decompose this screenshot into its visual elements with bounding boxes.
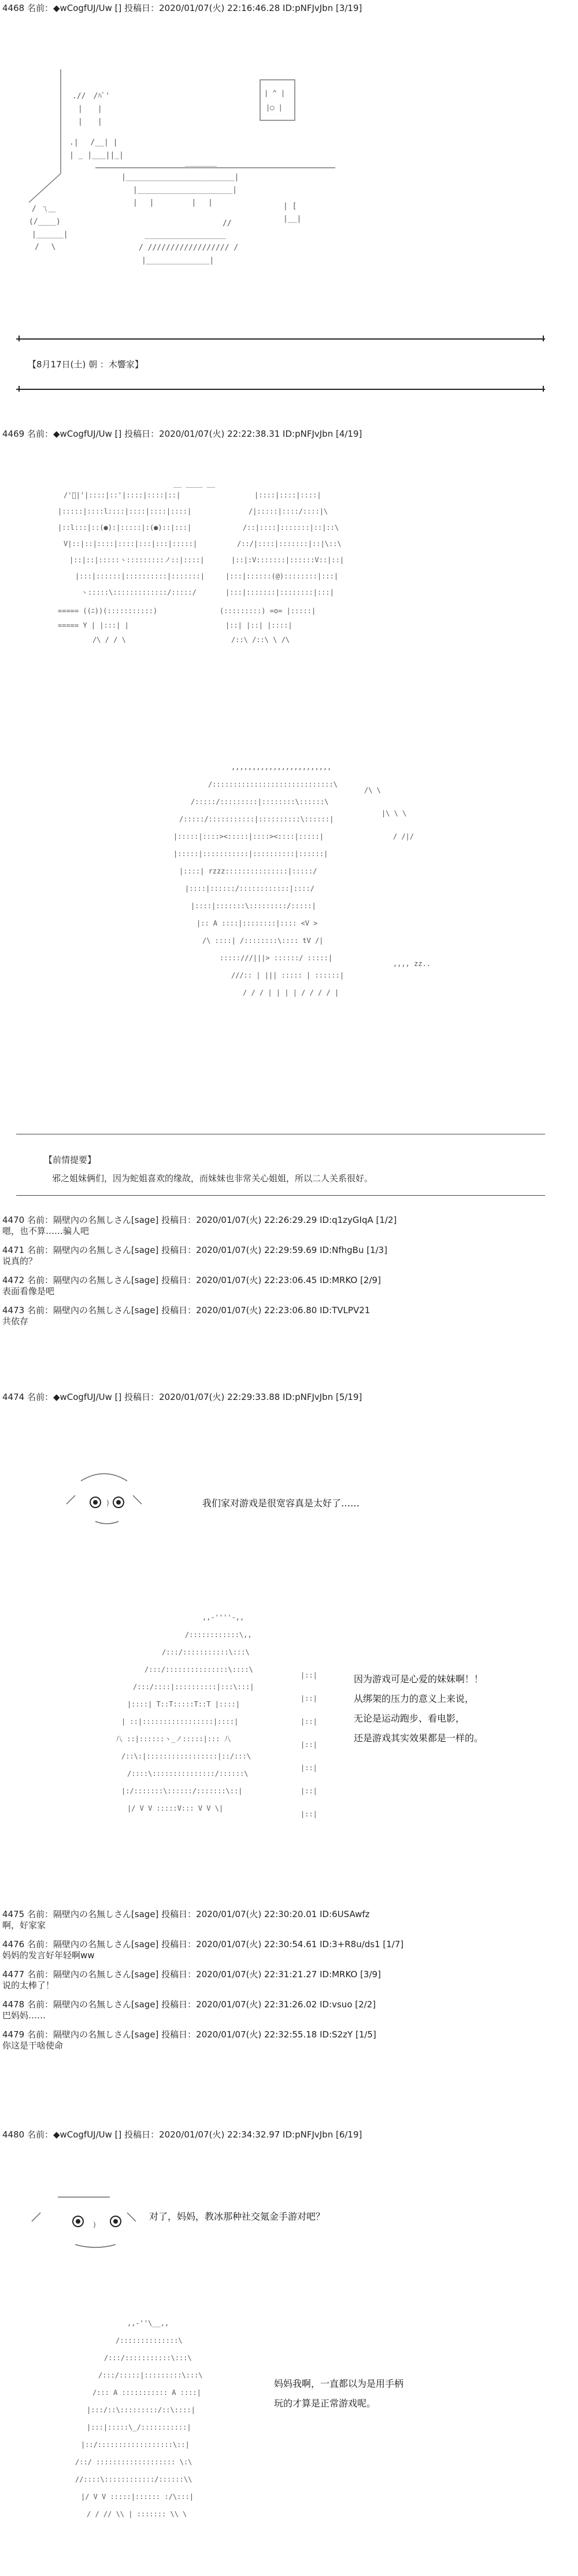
svg-text:,,-''''-,,: ,,-''''-,, xyxy=(202,1613,244,1621)
reply-body: 说真的？ xyxy=(2,1256,38,1266)
svg-text:|::|: |::| xyxy=(301,1671,317,1679)
svg-text:/:::::/:::::::::::|::::::::::\: /:::::/:::::::::::|::::::::::\::::::| xyxy=(179,815,334,823)
svg-text:|::|:V:::::::|::::::V::|::|: |::|:V:::::::|::::::V::|::| xyxy=(231,556,344,564)
svg-text:,,,, zz..: ,,,, zz.. xyxy=(393,960,431,968)
svg-text:/:::::/:::::::::|::::::::\::::: /:::::/:::::::::|::::::::\::::::\ xyxy=(191,798,329,806)
reply-body: 巴妈妈…… xyxy=(2,2010,46,2021)
svg-text:|________________________|: |________________________| xyxy=(121,173,239,182)
svg-text:|:::|:::::::|::::::::|:::|: |:::|:::::::|::::::::|:::| xyxy=(225,588,334,596)
svg-text:/ \: / \ xyxy=(35,243,56,252)
ascii-art-sleeping-sister xyxy=(173,758,462,1030)
divider-line xyxy=(16,338,545,340)
svg-text:/\ \: /\ \ xyxy=(364,786,381,794)
dialog-block xyxy=(274,2374,403,2413)
dialog-line: 因为游戏可是心爱的妹妹啊！！ xyxy=(354,1674,484,1685)
svg-text:/:::::::::::::::::::::::::::::: /:::::::::::::::::::::::::::::\ xyxy=(208,780,338,788)
post-header: 4469 名前：◆wCogfUJ/Uw [] 投稿日：2020/01/07(火) 22:22:38.31 ID:pNFJvJbn [4/19] xyxy=(2,429,362,439)
dialog-line: 从绑架的压力的意义上来说， xyxy=(354,1693,475,1704)
svg-text:|::|: |::| xyxy=(301,1694,317,1702)
svg-text:/\ / / \: /\ / / \ xyxy=(92,636,126,644)
svg-text:|:::::|:::::::::::|::::::::::|: |:::::|:::::::::::|::::::::::|::::::| xyxy=(173,850,328,858)
recap-title: 【前情提要】 xyxy=(44,1155,97,1165)
svg-text:|:::/::\:::::::::/::\::::|: |:::/::\:::::::::/::\::::| xyxy=(87,2406,195,2414)
svg-text:|:/:::::::\::::::/:::::::\::|: |:/:::::::\::::::/:::::::\::| xyxy=(121,1787,243,1795)
svg-text:|::::| T::T:::::T::T |::::|: |::::| T::T:::::T::T |::::| xyxy=(127,1700,240,1708)
svg-text:/:::/:::::::::::::::\::::\: /:::/:::::::::::::::\::::\ xyxy=(144,1665,253,1674)
svg-text:|/ V V :::::|:::::: :/\:::|: |/ V V :::::|:::::: :/\:::| xyxy=(81,2493,194,2501)
svg-text:|::|: |::| xyxy=(301,1810,317,1818)
divider-tick xyxy=(543,386,544,392)
dialog-line: 对了，妈妈，教冰那种社交氪金手游对吧？ xyxy=(149,2211,325,2222)
svg-text:/'ﾞ|'|::::|::'|::::|::::|::|: /'ﾞ|'|::::|::'|::::|::::|::| xyxy=(64,491,181,499)
reply-header: 4478 名前：隔壁內の名無しさん[sage] 投稿日：2020/01/07(火) 22:31:26.02 ID:vsuo [2/2] xyxy=(2,1999,376,2010)
svg-text:/:::/:::::::::::\:::\: /:::/:::::::::::\:::\ xyxy=(104,2354,192,2362)
svg-text:/ ㄟ＿: / ㄟ＿ xyxy=(32,205,56,213)
svg-text:|::|: |::| xyxy=(301,1741,317,1749)
dialog-block xyxy=(354,1670,483,1748)
svg-text:/ / // \\ | ::::::: \\ \: / / // \\ | ::::::: \\ \ xyxy=(87,2510,187,2518)
dialog-line: 妈妈我啊，一直都以为是用手柄 xyxy=(274,2378,404,2389)
reply-body: 表面看像是吧 xyxy=(2,1286,55,1296)
svg-text:/:::/::::|::::::::::|:::\:::|: /:::/::::|::::::::::|:::\:::| xyxy=(133,1683,254,1691)
svg-text:/::::::::::::\,,: /::::::::::::\,, xyxy=(185,1631,252,1639)
svg-text:===== ((ﾆ))(:::::::::::): ===== ((ﾆ))(:::::::::::) xyxy=(58,607,158,615)
recap-text: 邪之姐妹俩们，因为蛇姐喜欢的缘故，而妹妹也非常关心姐姐，所以二人关系很好。 xyxy=(52,1173,373,1184)
svg-text:|◯ |: |◯ | xyxy=(266,104,283,112)
svg-text:|:::|:::::\_/:::::::::::|: |:::|:::::\_/:::::::::::| xyxy=(87,2423,191,2431)
divider-line xyxy=(16,389,545,390)
svg-text:|/ V V :::::V::: V V \|: |/ V V :::::V::: V V \| xyxy=(127,1804,224,1812)
svg-text:(/____): (/____) xyxy=(29,218,61,226)
svg-text:/::|::::|:::::::|::|::\: /::|::::|:::::::|::|::\ xyxy=(243,524,339,532)
reply-list xyxy=(2,1215,397,1327)
svg-text:/::\:|:::::::::::::::::|::/:::: /::\:|:::::::::::::::::|::/:::\ xyxy=(121,1752,251,1760)
svg-text:_______: _______ xyxy=(185,159,217,167)
reply-list xyxy=(2,1909,403,2051)
svg-text:|:::|::::::(@)::::::::|:::|: |:::|::::::(@)::::::::|:::| xyxy=(225,572,339,580)
ascii-art-mother xyxy=(116,1608,381,1880)
svg-text:/::/|::::|:::::::|::|\::\: /::/|::::|:::::::|::|\::\ xyxy=(237,540,342,548)
svg-text:|::|: |::| xyxy=(301,1718,317,1726)
svg-text:.| /__| |: .| /__| | xyxy=(69,138,118,147)
svg-text:|:: A ::::|::::::::|:::: <V >: |:: A ::::|::::::::|:::: <V > xyxy=(197,919,318,927)
svg-text:|::::|:::::::\:::::::::/:::::|: |::::|:::::::\:::::::::/:::::| xyxy=(191,902,316,910)
svg-text:| |: | | xyxy=(78,105,102,113)
svg-text:|:::::|::::><:::::|::::><::::|: |:::::|::::><:::::|::::><::::|:::::| xyxy=(173,832,324,841)
svg-text://: // xyxy=(223,219,232,228)
svg-text:|_____________________|: |_____________________| xyxy=(133,186,238,194)
reply-body: 啊，好家家 xyxy=(2,1920,46,1930)
ascii-art-sisters-gaming xyxy=(58,463,405,706)
svg-text:|::::|::::::/::::::::::::|::::: |::::|::::::/::::::::::::|::::/ xyxy=(185,885,314,893)
divider-tick xyxy=(543,336,544,341)
reply-header: 4476 名前：隔壁內の名無しさん[sage] 投稿日：2020/01/07(火) 22:30:54.61 ID:3+R8u/ds1 [1/7] xyxy=(2,1939,404,1949)
ascii-art-living-room xyxy=(12,64,347,283)
svg-text:/\ ::::| /::::::::\:::: tV /|: /\ ::::| /::::::::\:::: tV /| xyxy=(202,937,324,945)
svg-text:| | | |: | | | | xyxy=(133,198,213,207)
svg-text::::::///|||> ::::::/ :::::|: :::::///|||> ::::::/ :::::| xyxy=(220,954,333,962)
svg-text:|::::|::::|::::|: |::::|::::|::::| xyxy=(254,491,321,499)
ascii-art-face-2 xyxy=(29,2192,139,2268)
svg-text:|::::| rzzz:::::::::::::::|:::: |::::| rzzz:::::::::::::::|:::::/ xyxy=(179,867,317,875)
svg-text://::::\::::::::::::/::::::\\: //::::\::::::::::::/::::::\\ xyxy=(75,2475,192,2483)
svg-text:__ ____ __: __ ____ __ xyxy=(173,480,216,488)
svg-text:///:: | ||| ::::: | ::::::|: ///:: | ||| ::::: | ::::::| xyxy=(231,971,344,979)
svg-text:(:::::::::) =o= |:::::|: (:::::::::) =o= |:::::| xyxy=(220,607,316,615)
reply-body: 共依存 xyxy=(2,1316,29,1326)
svg-text:八 ::|::::::ヽ_ノ:::::|::: 八: 八 ::|::::::ヽ_ノ:::::|::: 八 xyxy=(116,1735,231,1743)
reply-header: 4477 名前：隔壁內の名無しさん[sage] 投稿日：2020/01/07(火) 22:31:21.27 ID:MRKO [3/9] xyxy=(2,1969,381,1980)
scene-label: 【8月17日(土) 朝 ：木響家】 xyxy=(28,359,143,370)
svg-text:): ) xyxy=(106,1499,110,1507)
svg-text:/::::::::::::::\: /::::::::::::::\ xyxy=(116,2337,183,2345)
svg-text:| _ |___||_|: | _ |___||_| xyxy=(69,151,124,160)
svg-text:/::\ /::\ \ /\: /::\ /::\ \ /\ xyxy=(231,636,290,644)
reply-body: 你这是干啥使命 xyxy=(2,2040,64,2051)
svg-text:.// /ﾊﾞ': .// /ﾊﾞ' xyxy=(72,92,110,101)
svg-text:|::|::|:::::ヽ:::::::::ノ::|::::: |::|::|:::::ヽ:::::::::ノ::|::::| xyxy=(69,556,205,564)
divider-line xyxy=(16,1195,545,1196)
svg-text:|::|: |::| xyxy=(301,1787,317,1795)
svg-text:|______________|: |______________| xyxy=(142,256,214,265)
svg-text:|\ \ \: |\ \ \ xyxy=(381,809,407,817)
dialog-line: 我们家对游戏是很宽容真是太好了…… xyxy=(202,1498,360,1509)
svg-text:/ ////////////////// /: / ////////////////// / xyxy=(139,244,239,252)
svg-text:,,,,,,,,,,,,,,,,,,,,,,,,: ,,,,,,,,,,,,,,,,,,,,,,,, xyxy=(231,763,332,771)
svg-text:__________________: __________________ xyxy=(144,231,226,239)
svg-text:|::| |::| |::::|: |::| |::| |::::| xyxy=(225,621,292,629)
svg-text:,,-''\__,,: ,,-''\__,, xyxy=(127,2319,169,2327)
svg-text:ヽ:::::\:::::::::::::/:::::/: ヽ:::::\:::::::::::::/:::::/ xyxy=(81,588,197,596)
reply-header: 4470 名前：隔壁內の名無しさん[sage] 投稿日：2020/01/07(火) 22:26:29.29 ID:q1zyGIqA [1/2] xyxy=(2,1215,397,1225)
svg-text:|::/::::::::::::::::::\::|: |::/::::::::::::::::::\::| xyxy=(81,2441,190,2449)
svg-text:/ /|/: / /|/ xyxy=(393,832,414,841)
svg-text:/:::/:::::|:::::::::\:::\: /:::/:::::|:::::::::\:::\ xyxy=(98,2371,203,2379)
dialog-line: 玩的才算是正常游戏呢。 xyxy=(274,2398,376,2409)
dialog-line: 还是游戏其实效果都是一样的。 xyxy=(354,1733,484,1744)
svg-text:/ / / | | | | / / / / |: / / / | | | | / / / / | xyxy=(243,989,339,997)
reply-header: 4471 名前：隔壁內の名無しさん[sage] 投稿日：2020/01/07(火) 22:29:59.69 ID:NfhgBu [1/3] xyxy=(2,1245,388,1255)
reply-body: 妈妈的发言好年轻啊ww xyxy=(2,1950,95,1960)
svg-text:===== Y | |:::| |: ===== Y | |:::| | xyxy=(58,621,129,629)
ascii-art-mother-2 xyxy=(75,2314,295,2563)
svg-text:/|:::::|::::/::::|\: /|:::::|::::/::::|\ xyxy=(249,507,328,515)
svg-text:|::|: |::| xyxy=(301,1764,317,1772)
reply-body: 嗯，也不算……骗人吧 xyxy=(2,1226,90,1236)
svg-text:|:::|::::::|::::::::::|:::::::: |:::|::::::|::::::::::|:::::::| xyxy=(75,572,205,580)
dialog-line: 无论是运动跑步、看电影， xyxy=(354,1713,465,1724)
svg-text:V|::|::|::::|::::|:::|:::|::::: V|::|::|::::|::::|:::|:::|:::::| xyxy=(64,540,198,548)
svg-text:/::/ ::::::::::::::::::: \:\: /::/ ::::::::::::::::::: \:\ xyxy=(75,2458,192,2466)
svg-text:| ^ |: | ^ | xyxy=(264,89,286,97)
svg-text:/::: A ::::::::::: A ::::|: /::: A ::::::::::: A ::::| xyxy=(92,2389,201,2397)
divider-tick xyxy=(18,336,20,341)
svg-text:): ) xyxy=(92,2221,97,2229)
reply-header: 4472 名前：隔壁內の名無しさん[sage] 投稿日：2020/01/07(火) 22:23:06.45 ID:MRKO [2/9] xyxy=(2,1275,381,1285)
divider-tick xyxy=(18,386,20,392)
svg-text:|:::::|::::l::::|::::|::::|:::: |:::::|::::l::::|::::|::::|::::| xyxy=(58,507,192,515)
post-header: 4468 名前：◆wCogfUJ/Uw [] 投稿日：2020/01/07(火) 22:16:46.28 ID:pNFJvJbn [3/19] xyxy=(2,3,362,13)
reply-header: 4475 名前：隔壁內の名無しさん[sage] 投稿日：2020/01/07(火) 22:30:20.01 ID:6USAwfz xyxy=(2,1909,370,1919)
post-header: 4480 名前：◆wCogfUJ/Uw [] 投稿日：2020/01/07(火) 22:34:32.97 ID:pNFJvJbn [6/19] xyxy=(2,2129,362,2140)
reply-header: 4479 名前：隔壁內の名無しさん[sage] 投稿日：2020/01/07(火) 22:32:55.18 ID:S2zY [1/5] xyxy=(2,2029,376,2040)
ascii-art-face-1 xyxy=(64,1469,144,1539)
svg-text:/:::/:::::::::::\:::\: /:::/:::::::::::\:::\ xyxy=(162,1648,250,1656)
svg-text:/::::\:::::::::::::::/::::::\: /::::\:::::::::::::::/::::::\ xyxy=(127,1770,249,1778)
post-header: 4474 名前：◆wCogfUJ/Uw [] 投稿日：2020/01/07(火) 22:29:33.88 ID:pNFJvJbn [5/19] xyxy=(2,1392,362,1402)
svg-text:| [: | [ xyxy=(283,202,297,211)
svg-text:| ::|:::::::::::::::::|::::|: | ::|:::::::::::::::::|::::| xyxy=(121,1718,239,1726)
svg-text:|::l:::|::(●):|:::::|:(●)::|::: |::l:::|::(●):|:::::|:(●)::|:::| xyxy=(58,524,192,532)
svg-text:| |: | | xyxy=(78,117,102,126)
svg-text:|__|: |__| xyxy=(283,215,302,223)
reply-header: 4473 名前：隔壁內の名無しさん[sage] 投稿日：2020/01/07(火) 22:23:06.80 ID:TVLPV21 xyxy=(2,1305,370,1315)
reply-body: 说的太棒了！ xyxy=(2,1980,55,1991)
svg-text:|______|: |______| xyxy=(32,230,68,239)
